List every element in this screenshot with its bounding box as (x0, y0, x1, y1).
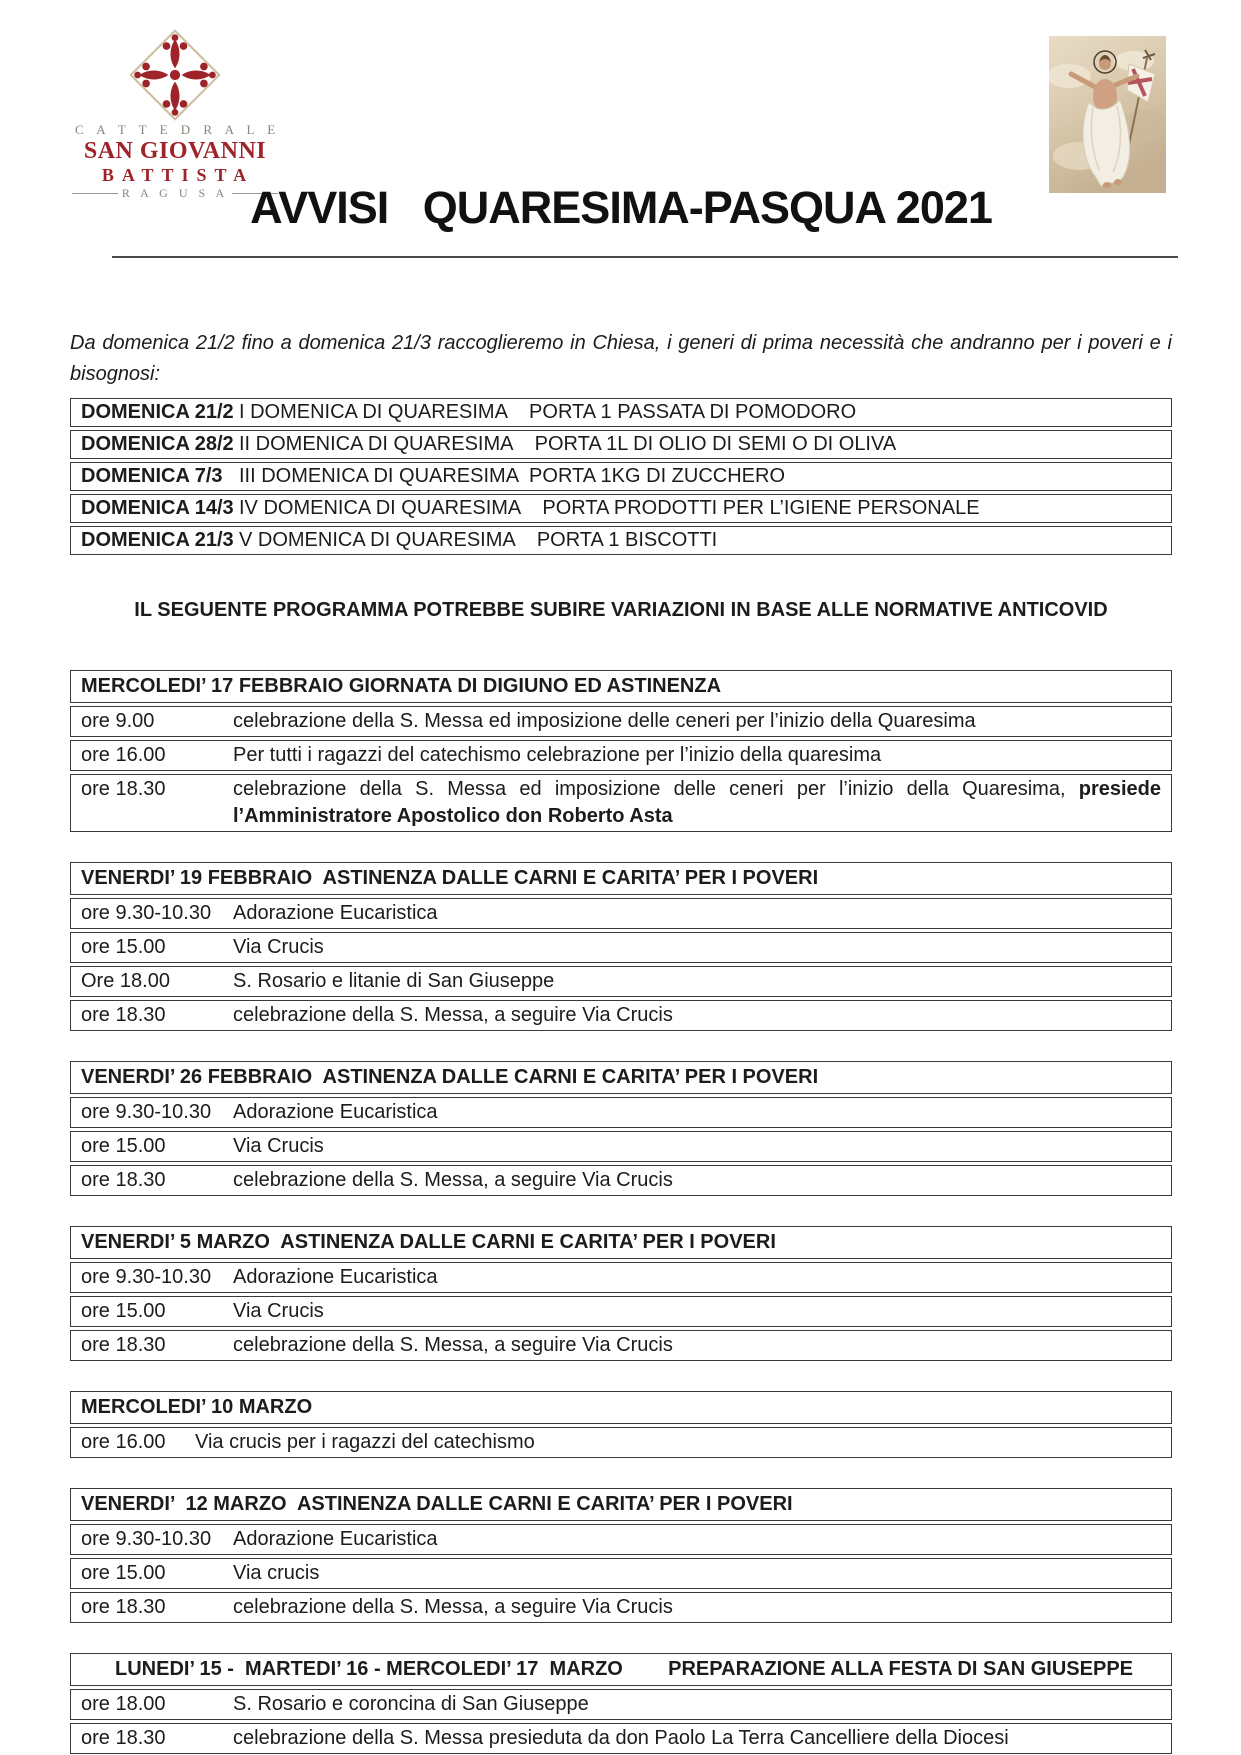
program-header: VENERDI’ 19 FEBBRAIO ASTINENZA DALLE CARNI E CARITA’ PER I POVERI (70, 862, 1172, 895)
program-table-17-febbraio (70, 670, 1172, 832)
collection-date: DOMENICA 21/3 (81, 529, 234, 551)
program-row (70, 1330, 1172, 1361)
program-time: ore 18.30 (81, 778, 166, 800)
program-row (70, 966, 1172, 997)
program-row (70, 1131, 1172, 1162)
collection-desc: II DOMENICA DI QUARESIMA PORTA 1L DI OLIO DI SEMI O DI OLIVA (239, 433, 897, 455)
covid-notice: IL SEGUENTE PROGRAMMA POTREBBE SUBIRE VARIAZIONI IN BASE ALLE NORMATIVE ANTICOVID (134, 599, 1108, 621)
program-row (70, 1592, 1172, 1623)
collection-row (70, 430, 1172, 459)
logo-cattedrale: C A T T E D R A L E (75, 122, 281, 137)
program-row (70, 774, 1172, 832)
program-desc: Adorazione Eucaristica (233, 1101, 438, 1123)
program-desc: celebrazione della S. Messa, a seguire Via Crucis (233, 1169, 673, 1191)
collection-date: DOMENICA 28/2 (81, 433, 234, 455)
logo-san-giovanni: SAN GIOVANNI (83, 138, 267, 164)
program-time: ore 15.00 (81, 936, 166, 958)
collection-row (70, 462, 1172, 491)
program-row (70, 706, 1172, 737)
program-desc: Via crucis per i ragazzi del catechismo (195, 1431, 535, 1453)
program-time: ore 16.00 (81, 744, 166, 766)
collection-desc: V DOMENICA DI QUARESIMA PORTA 1 BISCOTTI (239, 529, 718, 551)
program-desc: Adorazione Eucaristica (233, 1266, 438, 1288)
program-table-19-febbraio (70, 862, 1172, 1031)
title-underline (112, 256, 1178, 258)
program-header: VENERDI’ 12 MARZO ASTINENZA DALLE CARNI E CARITA’ PER I POVERI (70, 1488, 1172, 1521)
program-row (70, 1689, 1172, 1720)
program-row (70, 1723, 1172, 1754)
program-row (70, 1427, 1172, 1458)
program-header-dates: LUNEDI’ 15 - MARTEDI’ 16 - MERCOLEDI’ 17 MARZO (115, 1658, 623, 1680)
program-desc: Adorazione Eucaristica (233, 1528, 438, 1550)
program-time: ore 9.00 (81, 710, 155, 732)
collection-desc: I DOMENICA DI QUARESIMA PORTA 1 PASSATA DI POMODORO (239, 401, 857, 423)
program-table-5-marzo (70, 1226, 1172, 1361)
collection-date: DOMENICA 14/3 (81, 497, 234, 519)
program-header: MERCOLEDI’ 17 FEBBRAIO GIORNATA DI DIGIUNO ED ASTINENZA (70, 670, 1172, 703)
program-desc: celebrazione della S. Messa ed imposizione delle ceneri per l’inizio della Quaresima (233, 710, 976, 732)
page-title: AVVISI QUARESIMA-PASQUA 2021 (250, 182, 992, 233)
program-desc-text: celebrazione della S. Messa ed imposizione delle ceneri per l’inizio della Quaresima, (233, 778, 1079, 800)
program-time: ore 18.30 (81, 1596, 166, 1618)
logo-ragusa: R A G U S A (121, 186, 229, 200)
collection-row (70, 398, 1172, 427)
logo-battista: BATTISTA (101, 165, 255, 185)
program-table-26-febbraio (70, 1061, 1172, 1196)
program-header-title: PREPARAZIONE ALLA FESTA DI SAN GIUSEPPE (668, 1658, 1133, 1680)
program-row (70, 1000, 1172, 1031)
page (70, 0, 1172, 1754)
program-row (70, 898, 1172, 929)
program-desc (233, 776, 1161, 830)
program-desc: celebrazione della S. Messa, a seguire Via Crucis (233, 1334, 673, 1356)
program-desc: Adorazione Eucaristica (233, 902, 438, 924)
program-time: ore 18.30 (81, 1004, 166, 1026)
collection-row (70, 526, 1172, 555)
collection-table (70, 398, 1172, 555)
program-time: ore 18.30 (81, 1727, 166, 1749)
program-row (70, 932, 1172, 963)
program-desc: Via Crucis (233, 936, 324, 958)
program-desc: Via crucis (233, 1562, 320, 1584)
program-time: ore 18.00 (81, 1693, 166, 1715)
program-row (70, 1296, 1172, 1327)
program-desc: S. Rosario e coroncina di San Giuseppe (233, 1693, 589, 1715)
program-row (70, 1558, 1172, 1589)
program-desc-bold: presiede l’Amministratore Apostolico don Roberto Asta (233, 778, 1161, 827)
program-header: MERCOLEDI’ 10 MARZO (70, 1391, 1172, 1424)
program-time: ore 15.00 (81, 1562, 166, 1584)
document-header (70, 0, 1172, 262)
program-desc: Via Crucis (233, 1300, 324, 1322)
program-row (70, 1524, 1172, 1555)
program-row (70, 1262, 1172, 1293)
program-row (70, 740, 1172, 771)
collection-desc: IV DOMENICA DI QUARESIMA PORTA PRODOTTI PER L’IGIENE PERSONALE (239, 497, 980, 519)
risen-christ-image (1049, 36, 1166, 193)
program-header: VENERDI’ 26 FEBBRAIO ASTINENZA DALLE CARNI E CARITA’ PER I POVERI (70, 1061, 1172, 1094)
program-time: ore 9.30-10.30 (81, 1101, 212, 1123)
program-time: ore 9.30-10.30 (81, 1266, 212, 1288)
program-header (70, 1653, 1172, 1686)
program-time: ore 18.30 (81, 1169, 166, 1191)
program-desc: Via Crucis (233, 1135, 324, 1157)
program-time: ore 9.30-10.30 (81, 902, 212, 924)
program-desc: celebrazione della S. Messa, a seguire Via Crucis (233, 1004, 673, 1026)
program-desc: celebrazione della S. Messa presieduta da don Paolo La Terra Cancelliere della Diocesi (233, 1727, 1009, 1749)
program-table-san-giuseppe (70, 1653, 1172, 1754)
program-table-10-marzo (70, 1391, 1172, 1458)
program-desc: celebrazione della S. Messa, a seguire Via Crucis (233, 1596, 673, 1618)
program-desc: S. Rosario e litanie di San Giuseppe (233, 970, 555, 992)
program-row (70, 1097, 1172, 1128)
collection-date: DOMENICA 21/2 (81, 401, 234, 423)
program-header: VENERDI’ 5 MARZO ASTINENZA DALLE CARNI E CARITA’ PER I POVERI (70, 1226, 1172, 1259)
collection-date: DOMENICA 7/3 (81, 465, 223, 487)
program-time: ore 15.00 (81, 1300, 166, 1322)
logo-ornament-icon (124, 24, 226, 126)
program-time: ore 15.00 (81, 1135, 166, 1157)
cathedral-logo (72, 24, 281, 201)
program-table-12-marzo (70, 1488, 1172, 1623)
program-time: ore 9.30-10.30 (81, 1528, 212, 1550)
collection-row (70, 494, 1172, 523)
program-time: Ore 18.00 (81, 970, 170, 992)
collection-desc: III DOMENICA DI QUARESIMA PORTA 1KG DI ZUCCHERO (239, 465, 786, 487)
program-time: ore 16.00 (81, 1431, 166, 1453)
program-time: ore 18.30 (81, 1334, 166, 1356)
program-row (70, 1165, 1172, 1196)
intro-paragraph: Da domenica 21/2 fino a domenica 21/3 raccoglieremo in Chiesa, i generi di prima necessità che andranno per i poveri e i bisognosi: (70, 332, 1172, 385)
program-desc: Per tutti i ragazzi del catechismo celebrazione per l’inizio della quaresima (233, 744, 882, 766)
